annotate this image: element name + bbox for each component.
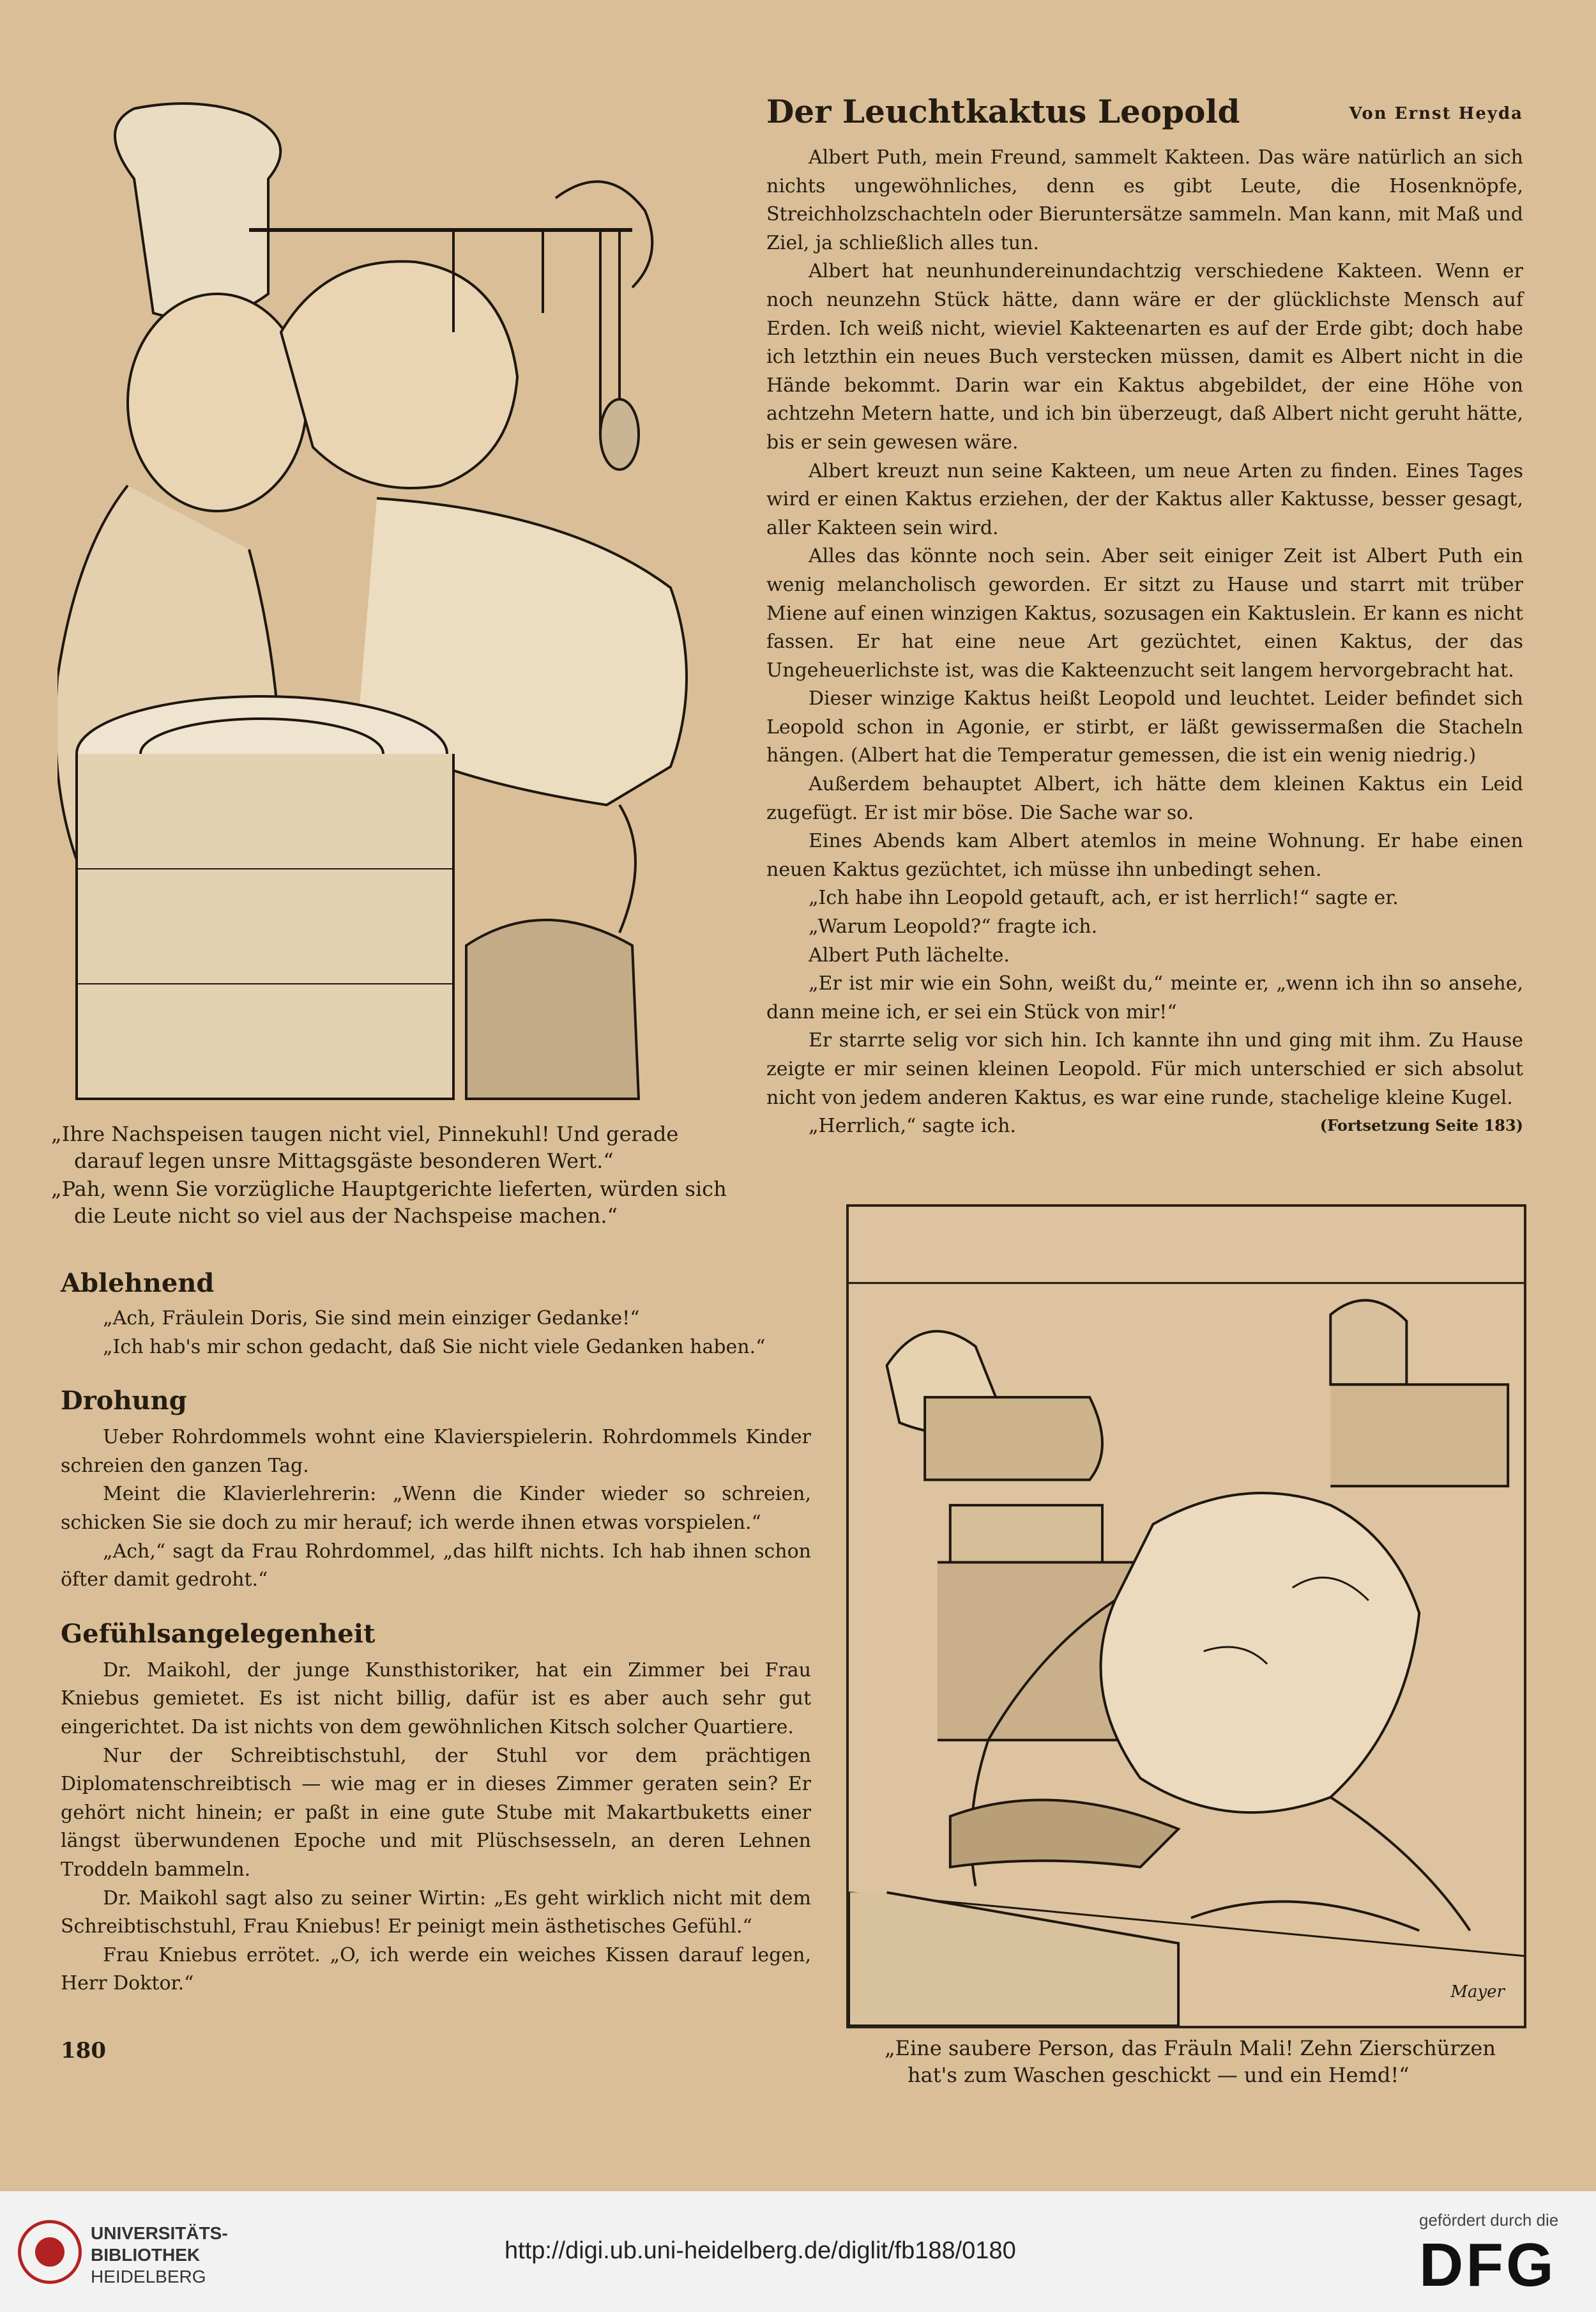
section-paragraph: Meint die Klavierlehrerin: „Wenn die Kinder wieder so schreien, schicken Sie sie doch zu mir herauf; ich werde ihnen etwas vorspielen.“ — [61, 1483, 811, 1534]
dfg-logo: DFG — [1419, 2231, 1556, 2299]
section-paragraph: „Ich hab's mir schon gedacht, daß Sie nicht viele Gedanken haben.“ — [103, 1335, 766, 1358]
page-number: 180 — [61, 2038, 106, 2063]
article-paragraph: Alles das könnte noch sein. Aber seit einiger Zeit ist Albert Puth ein wenig melancholisch geworden. Er sitzt zu Hause und starrt mit trüber Miene auf einen winzigen Kaktus, sozusagen ein Kaktuslein. Er kann es nicht fassen. Er hat eine neue Art gezüchtet, einen Kaktus, der das Ungeheuerlichste ist, was die Kakteenzucht seit langem hervorgebracht hat. — [766, 545, 1523, 682]
article-paragraph: Eines Abends kam Albert atemlos in meine Wohnung. Er habe einen neuen Kaktus gezüchtet, ich müsse ihn unbedingt sehen. — [766, 830, 1523, 881]
section-paragraph: „Ach, Fräulein Doris, Sie sind mein einziger Gedanke!“ — [103, 1307, 640, 1329]
article-paragraph: Albert Puth, mein Freund, sammelt Kakteen. Das wäre natürlich an sich nichts ungewöhnliches, denn es gibt Leute, die Hosenknöpfe, Streichholzschachteln oder Bieruntersätze sammeln. Man kann, mit Maß und Ziel, ja schließlich alles tun. — [766, 146, 1523, 254]
article-paragraph: „Ich habe ihn Leopold getauft, ach, er ist herrlich!“ sagte er. — [809, 887, 1399, 910]
funding-note: gefördert durch die — [1419, 2210, 1559, 2230]
article-paragraph: Albert Puth lächelte. — [809, 944, 1010, 967]
article-paragraph: Außerdem behauptet Albert, ich hätte dem kleinen Kaktus ein Leid zugefügt. Er ist mir böse. Die Sache war so. — [766, 773, 1523, 824]
section-heading-ablehnend: Ablehnend — [61, 1268, 215, 1298]
caption-top-line2: „Pah, wenn Sie vorzügliche Hauptgerichte lieferten, würden sich die Leute nicht so viel aus der Nachspeise machen.“ — [51, 1177, 727, 1228]
artist-signature: Mayer — [1450, 1982, 1505, 2002]
article-paragraph: „Herrlich,“ sagte ich. — [809, 1115, 1016, 1138]
library-name-line1: UNIVERSITÄTS- — [91, 2223, 228, 2243]
article-paragraph: Dieser winzige Kaktus heißt Leopold und leuchtet. Leider befindet sich Leopold schon in Agonie, er stirbt, er läßt gewissermaßen die Stacheln hängen. (Albert hat die Temperatur gemessen, die ist ein wenig niedrig.) — [766, 687, 1523, 767]
permalink-url[interactable]: http://digi.ub.uni-heidelberg.de/diglit/fb188/0180 — [505, 2237, 1016, 2264]
article-paragraph: Albert kreuzt nun seine Kakteen, um neue Arten zu finden. Eines Tages wird er einen Kaktus erziehen, der der Kaktus aller Kaktusse, besser gesagt, aller Kakteen sein wird. — [766, 459, 1523, 539]
caption-top-line1: „Ihre Nachspeisen taugen nicht viel, Pinnekuhl! Und gerade darauf legen unsre Mittagsgäste besonderen Wert.“ — [51, 1122, 679, 1173]
section-heading-drohung: Drohung — [61, 1386, 187, 1416]
continuation-note: (Fortsetzung Seite 183) — [1319, 1116, 1523, 1135]
section-paragraph: „Ach,“ sagt da Frau Rohrdommel, „das hilft nichts. Ich hab ihnen schon öfter damit gedroht.“ — [61, 1540, 811, 1591]
section-paragraph: Ueber Rohrdommels wohnt eine Klavierspielerin. Rohrdommels Kinder schreien den ganzen Tag. — [61, 1426, 811, 1477]
section-paragraph: Frau Kniebus errötet. „O, ich werde ein weiches Kissen darauf legen, Herr Doktor.“ — [61, 1943, 811, 1995]
article-paragraph: „Er ist mir wie ein Sohn, weißt du,“ meinte er, „wenn ich ihn so ansehe, dann meine ich, er sei ein Stück von mir!“ — [766, 972, 1523, 1023]
article-paragraph: Albert hat neunhundereinundachtzig verschiedene Kakteen. Wenn er noch neunzehn Stück hätte, dann wäre er der glücklichste Mensch auf Erden. Ich weiß nicht, wieviel Kakteenarten es auf der Erde gibt; doch habe ich letzthin ein neues Buch verstecken müssen, damit es Albert nicht in die Hände bekommt. Darin war ein Kaktus abgebildet, der eine Höhe von achtzehn Metern hatte, und ich bin überzeugt, daß Albert nicht geruht hätte, bis er sein gewesen wäre. — [766, 260, 1523, 454]
article-paragraph: Er starrte selig vor sich hin. Ich kannte ihn und ging mit ihm. Zu Hause zeigte er mir seinen kleinen Leopold. Für mich unterschied er sich absolut nicht von jedem anderen Kaktus, es war eine runde, stachelige kleine Kugel. — [766, 1029, 1523, 1109]
chef-illustration — [57, 102, 696, 1105]
article-title: Der Leuchtkaktus Leopold — [766, 93, 1240, 130]
section-paragraph: Nur der Schreibtischstuhl, der Stuhl vor dem prächtigen Diplomatenschreibtisch — wie mag er in dieses Zimmer geraten sein? Er gehört nicht hinein; er paßt in eine gute Stube mit Makartbuketts einer längst überwundenen Epoche und mit Plüschsesseln, an deren Lehnen Troddeln bammeln. — [61, 1744, 811, 1881]
library-name-line3: HEIDELBERG — [91, 2267, 206, 2286]
laundry-illustration — [846, 1204, 1526, 2028]
section-paragraph: Dr. Maikohl sagt also zu seiner Wirtin: „Es geht wirklich nicht mit dem Schreibtischstuhl, Frau Kniebus! Er peinigt mein ästhetisches Gefühl.“ — [61, 1887, 811, 1938]
viewer-footer — [0, 2191, 1596, 2312]
article-byline: Von Ernst Heyda — [1349, 104, 1523, 123]
library-name-line2: BIBLIOTHEK — [91, 2245, 201, 2265]
caption-bottom: „Eine saubere Person, das Fräuln Mali! Zehn Zierschürzen hat's zum Waschen geschickt — und ein Hemd!“ — [885, 2036, 1496, 2087]
university-seal-icon — [18, 2220, 82, 2284]
article-paragraph: „Warum Leopold?“ fragte ich. — [809, 915, 1098, 938]
section-heading-gefuehlsangelegenheit: Gefühlsangelegenheit — [61, 1618, 376, 1649]
section-paragraph: Dr. Maikohl, der junge Kunsthistoriker, hat ein Zimmer bei Frau Kniebus gemietet. Es ist nicht billig, dafür ist es aber auch sehr gut eingerichtet. Da ist nichts von dem gewöhnlichen Kitsch solcher Quartiere. — [61, 1658, 811, 1738]
